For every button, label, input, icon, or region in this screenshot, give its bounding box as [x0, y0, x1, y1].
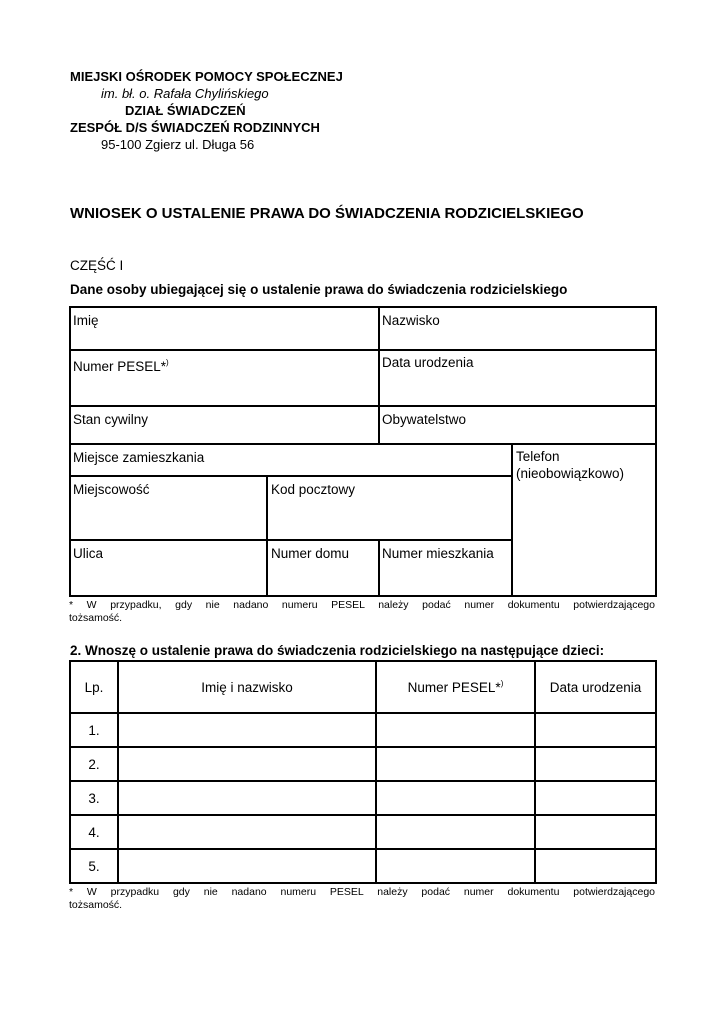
child-pesel-cell[interactable] — [376, 747, 535, 781]
citizenship-field[interactable]: Obywatelstwo — [382, 412, 467, 427]
section2-heading: 2. Wnoszę o ustalenie prawa do świadczenia rodzicielskiego na następujące dzieci: — [70, 643, 605, 658]
row-number: 2. — [70, 747, 118, 781]
child-pesel-cell[interactable] — [376, 781, 535, 815]
child-name-cell[interactable] — [118, 713, 376, 747]
table-row — [70, 815, 656, 849]
child-birth-date-cell[interactable] — [535, 713, 656, 747]
child-birth-date-cell[interactable] — [535, 747, 656, 781]
child-birth-date-cell[interactable] — [535, 849, 656, 883]
col-birth-date-header: Data urodzenia — [535, 661, 656, 713]
table-header-row — [70, 661, 656, 713]
child-pesel-cell[interactable] — [376, 849, 535, 883]
postal-code-field[interactable]: Kod pocztowy — [271, 482, 356, 497]
footnote-1-line1: * W przypadku, gdy nie nadano numeru PESEL należy podać numer dokumentu potwierdzającego — [69, 599, 655, 611]
footnote-2-line2: tożsamość. — [69, 899, 123, 911]
institution-patron: im. bł. o. Rafała Chylińskiego — [101, 86, 269, 101]
children-table — [69, 660, 657, 884]
residence-label: Miejsce zamieszkania — [73, 450, 205, 465]
child-birth-date-cell[interactable] — [535, 815, 656, 849]
row-number: 5. — [70, 849, 118, 883]
table-row — [70, 713, 656, 747]
first-name-field[interactable]: Imię — [73, 313, 99, 328]
child-name-cell[interactable] — [118, 849, 376, 883]
apartment-number-field[interactable]: Numer mieszkania — [382, 546, 494, 561]
child-pesel-cell[interactable] — [376, 713, 535, 747]
child-birth-date-cell[interactable] — [535, 781, 656, 815]
row-number: 1. — [70, 713, 118, 747]
institution-address: 95-100 Zgierz ul. Długa 56 — [101, 137, 255, 152]
city-field[interactable]: Miejscowość — [73, 482, 150, 497]
col-name-header: Imię i nazwisko — [118, 661, 376, 713]
child-name-cell[interactable] — [118, 815, 376, 849]
form-title: WNIOSEK O USTALENIE PRAWA DO ŚWIADCZENIA RODZICIELSKIEGO — [70, 205, 584, 222]
row-number: 4. — [70, 815, 118, 849]
child-pesel-cell[interactable] — [376, 815, 535, 849]
col-lp-header: Lp. — [70, 661, 118, 713]
marital-status-field[interactable]: Stan cywilny — [73, 412, 149, 427]
institution-name: MIEJSKI OŚRODEK POMOCY SPOŁECZNEJ — [70, 69, 343, 84]
house-number-field[interactable]: Numer domu — [271, 546, 350, 561]
department-name: DZIAŁ ŚWIADCZEŃ — [125, 103, 246, 118]
table-row — [70, 747, 656, 781]
row-number: 3. — [70, 781, 118, 815]
section1-heading: Dane osoby ubiegającej się o ustalenie prawa do świadczenia rodzicielskiego — [70, 282, 568, 297]
birth-date-field[interactable]: Data urodzenia — [382, 355, 474, 370]
footnote-1-line2: tożsamość. — [69, 612, 123, 624]
col-pesel-header: Numer PESEL*) — [376, 661, 535, 713]
table-row — [70, 781, 656, 815]
part-label: CZĘŚĆ I — [70, 258, 124, 273]
child-name-cell[interactable] — [118, 781, 376, 815]
pesel-field[interactable]: Numer PESEL*) — [73, 358, 169, 374]
phone-field[interactable]: Telefon (nieobowiązkowo) — [516, 449, 625, 481]
team-name: ZESPÓŁ D/S ŚWIADCZEŃ RODZINNYCH — [70, 120, 320, 135]
street-field[interactable]: Ulica — [73, 546, 104, 561]
child-name-cell[interactable] — [118, 747, 376, 781]
table-row — [70, 849, 656, 883]
footnote-2-line1: * W przypadku gdy nie nadano numeru PESEL należy podać numer dokumentu potwierdzającego — [69, 886, 655, 898]
last-name-field[interactable]: Nazwisko — [382, 313, 440, 328]
